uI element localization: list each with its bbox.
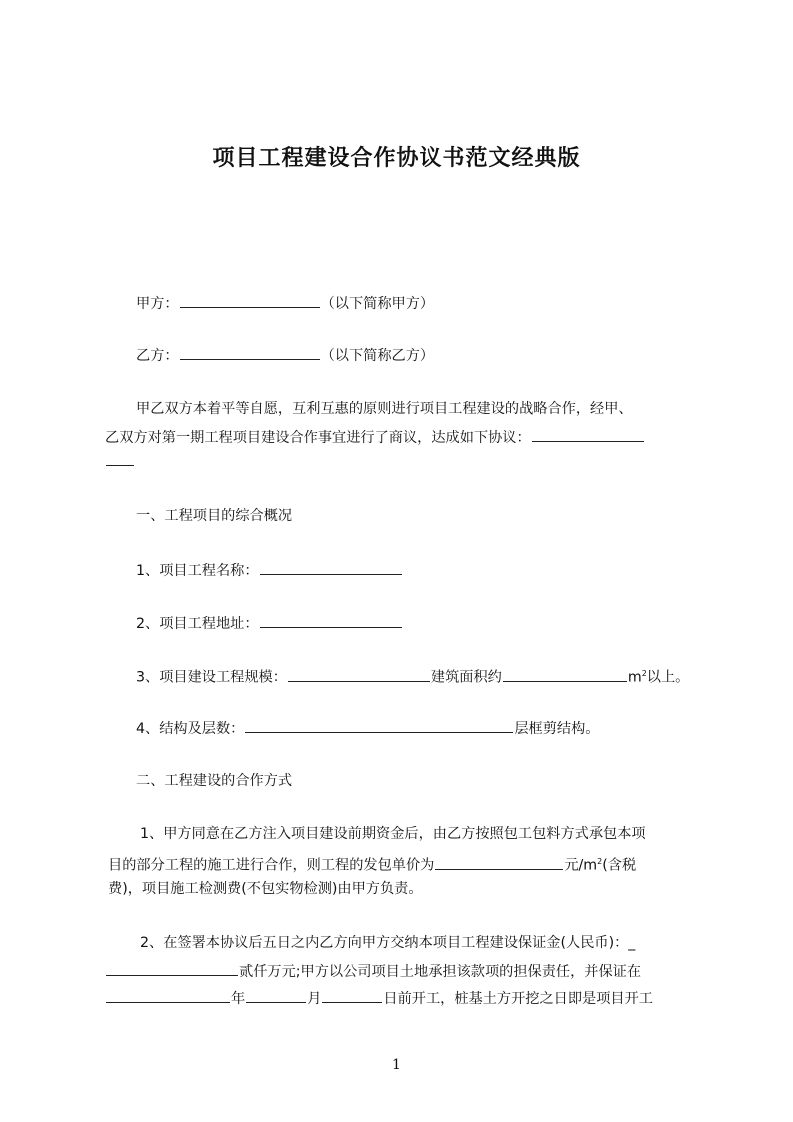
month-blank	[246, 987, 306, 1003]
intro-line-2-text: 乙双方对第一期工程项目建设合作事宜进行了商议，达成如下协议：	[105, 430, 531, 446]
item-3-blank-area	[503, 666, 627, 682]
month-label: 月	[307, 991, 322, 1007]
year-blank	[106, 987, 230, 1003]
party-a-note: （以下简称甲方）	[320, 296, 435, 312]
section-2-heading: 二、工程建设的合作方式	[136, 773, 293, 789]
party-a-line	[136, 292, 756, 314]
item-2-line	[136, 612, 756, 634]
item-3-mid: 建筑面积约	[430, 669, 502, 686]
clause-1-text-b: 元/m	[564, 857, 598, 874]
item-4-line	[136, 717, 756, 739]
intro-blank	[532, 426, 644, 442]
intro-line-3	[105, 450, 725, 472]
item-2-blank	[260, 612, 402, 628]
clause-1-price-blank	[435, 854, 563, 870]
party-b-line	[136, 344, 756, 366]
page-number: 1	[392, 1057, 401, 1073]
clause-1-text-c: (含税	[602, 857, 637, 874]
clause-2-line-3	[105, 987, 725, 1009]
item-4-end: 层框剪结构。	[514, 721, 600, 737]
item-3-sup: 2	[641, 669, 647, 678]
item-3-line	[136, 664, 756, 688]
clause-2-line-1: 2、在签署本协议后五日之内乙方向甲方交纳本项目工程建设保证金(人民币)：_	[140, 935, 636, 951]
item-3-end: 以上。	[646, 669, 690, 686]
intro-line-1: 甲乙双方本着平等自愿，互利互惠的原则进行项目工程建设的战略合作，经甲、	[136, 401, 633, 417]
clause-1-sup: 2	[597, 857, 603, 866]
party-a-blank	[180, 292, 320, 308]
item-4-label: 4、结构及层数：	[136, 721, 245, 737]
clause-2-amount-blank	[106, 960, 238, 976]
item-3-label: 3、项目建设工程规模：	[136, 669, 287, 686]
clause-2-text: 贰仟万元;甲方以公司项目土地承担该款项的担保责任，并保证在	[239, 964, 642, 980]
intro-blank-continued	[106, 450, 134, 466]
item-4-blank	[245, 717, 513, 733]
section-1-heading: 一、工程项目的综合概况	[136, 508, 293, 524]
day-blank	[322, 987, 382, 1003]
clause-2-line-2	[105, 960, 725, 982]
day-text: 日前开工，桩基土方开挖之日即是项目开工	[383, 991, 653, 1007]
item-3-unit: m	[627, 669, 642, 686]
clause-1-line-3: 费)，项目施工检测费(不包实物检测)由甲方负责。	[108, 881, 423, 897]
document-title: 项目工程建设合作协议书范文经典版	[212, 146, 581, 171]
year-label: 年	[231, 991, 246, 1007]
party-b-label: 乙方：	[136, 348, 179, 364]
item-3-blank-scale	[288, 666, 430, 682]
item-1-blank	[260, 559, 402, 575]
clause-1-line-2	[108, 852, 728, 876]
item-1-label: 1、项目工程名称：	[136, 563, 259, 579]
party-a-label: 甲方：	[136, 296, 179, 312]
intro-line-2	[105, 426, 725, 448]
clause-1-line-1: 1、甲方同意在乙方注入项目建设前期资金后，由乙方按照包工包料方式承包本项	[140, 826, 646, 842]
party-b-blank	[180, 344, 320, 360]
item-1-line	[136, 559, 756, 581]
item-2-label: 2、项目工程地址：	[136, 616, 259, 632]
clause-1-text-a: 目的部分工程的施工进行合作，则工程的发包单价为	[108, 857, 435, 874]
party-b-note: （以下简称乙方）	[320, 348, 435, 364]
